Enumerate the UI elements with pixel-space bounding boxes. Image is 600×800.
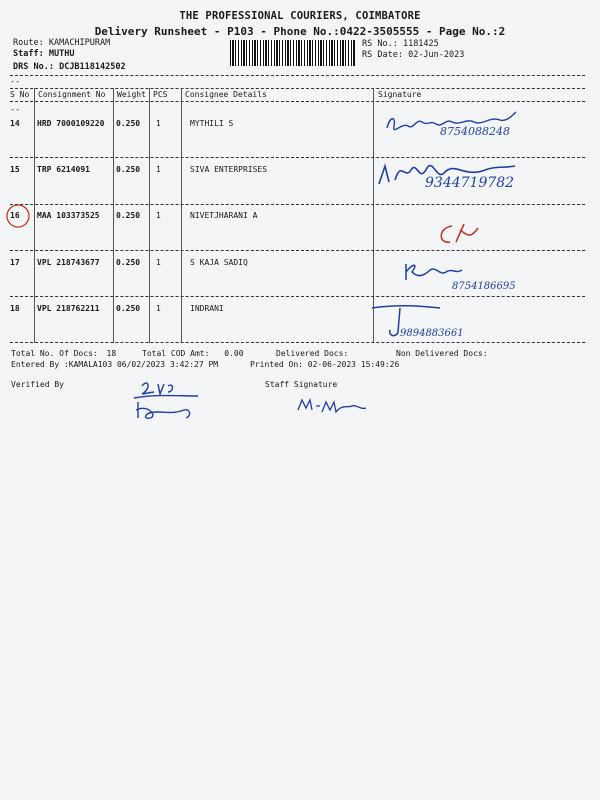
rs-date-label: RS Date: bbox=[362, 50, 403, 60]
staff-signature-label: Staff Signature bbox=[265, 380, 338, 389]
signature-note-17: 8754186695 bbox=[452, 281, 516, 292]
row-pcs: 1 bbox=[156, 165, 161, 174]
row-consignee: SIVA ENTERPRISES bbox=[190, 165, 268, 174]
col-divider bbox=[181, 88, 182, 343]
signature-note-14: 8754088248 bbox=[440, 125, 510, 138]
row-consignment: VPL 218743677 bbox=[37, 258, 100, 267]
row-weight: 0.250 bbox=[116, 211, 141, 220]
signature-note-18: 9894883661 bbox=[400, 328, 464, 339]
dash-mark-2: -- bbox=[10, 105, 21, 115]
printed-on: Printed On: 02-06-2023 15:49:26 bbox=[250, 360, 400, 369]
total-docs-line bbox=[11, 349, 116, 358]
staff-value: MUTHU bbox=[48, 49, 75, 59]
route-label: Route: bbox=[13, 38, 44, 48]
row-pcs: 1 bbox=[156, 211, 161, 220]
non-delivered-label: Non Delivered Docs: bbox=[396, 349, 488, 358]
col-header-sno: S No bbox=[10, 90, 30, 99]
table-bottom-border bbox=[10, 342, 585, 343]
row-weight: 0.250 bbox=[116, 119, 141, 128]
barcode bbox=[230, 40, 355, 66]
rs-no-label: RS No.: bbox=[362, 39, 398, 49]
col-header-consignee: Consignee Details bbox=[185, 90, 267, 99]
col-header-weight: Weight bbox=[117, 90, 146, 99]
row-weight: 0.250 bbox=[116, 258, 141, 267]
row-consignee: S KAJA SADIQ bbox=[190, 258, 248, 267]
row-divider bbox=[10, 204, 585, 205]
drs-value: DCJB118142502 bbox=[59, 62, 126, 72]
entered-by: Entered By :KAMALA103 06/02/2023 3:42:27 PM bbox=[11, 360, 219, 369]
runsheet-subtitle: Delivery Runsheet - P103 - Phone No.:0422-3505555 - Page No.:2 bbox=[94, 25, 506, 38]
row-weight: 0.250 bbox=[116, 165, 141, 174]
row-sno: 14 bbox=[10, 119, 20, 128]
staff-signature-mark bbox=[296, 396, 376, 420]
rs-no-value: 1181425 bbox=[402, 39, 439, 49]
rs-date-line bbox=[362, 50, 464, 60]
header-divider bbox=[10, 75, 585, 76]
row-sno: 15 bbox=[10, 165, 20, 174]
drs-label: DRS No.: bbox=[13, 62, 54, 72]
rs-date-value: 02-Jun-2023 bbox=[408, 50, 465, 60]
row-divider bbox=[10, 296, 585, 297]
verified-by-signature bbox=[128, 378, 208, 428]
cod-label: Total COD Amt: bbox=[142, 349, 210, 358]
row-pcs: 1 bbox=[156, 304, 161, 313]
total-docs-value: 18 bbox=[106, 349, 117, 358]
row-pcs: 1 bbox=[156, 119, 161, 128]
row-consignment: MAA 103373525 bbox=[37, 211, 100, 220]
header-bottom-border bbox=[10, 101, 585, 102]
col-header-signature: Signature bbox=[378, 90, 422, 99]
staff-label: Staff: bbox=[13, 49, 44, 59]
row-consignee: INDRANI bbox=[190, 304, 224, 313]
staff-line bbox=[13, 49, 74, 59]
row-pcs: 1 bbox=[156, 258, 161, 267]
signature-note-15: 9344719782 bbox=[425, 175, 515, 191]
row-consignee: MYTHILI S bbox=[190, 119, 234, 128]
col-header-pcs: PCS bbox=[153, 90, 168, 99]
company-title: THE PROFESSIONAL COURIERS, COIMBATORE bbox=[179, 10, 421, 22]
col-divider bbox=[149, 88, 150, 343]
row-weight: 0.250 bbox=[116, 304, 141, 313]
total-docs-label: Total No. Of Docs: bbox=[11, 349, 98, 358]
dash-mark: -- bbox=[10, 77, 21, 87]
row-consignment: VPL 218762211 bbox=[37, 304, 100, 313]
row-sno: 17 bbox=[10, 258, 20, 267]
col-divider bbox=[34, 88, 35, 343]
signature-row-16 bbox=[434, 220, 494, 250]
route-value: KAMACHIPURAM bbox=[48, 38, 111, 48]
verified-by-label: Verified By bbox=[11, 380, 64, 389]
cod-line bbox=[142, 349, 244, 358]
route-line bbox=[13, 38, 110, 48]
delivered-label: Delivered Docs: bbox=[276, 349, 349, 358]
row-consignee: NIVETJHARANI A bbox=[190, 211, 258, 220]
row-16-circle-mark bbox=[4, 202, 34, 230]
drs-line bbox=[13, 62, 126, 72]
table-top-border bbox=[10, 88, 585, 89]
row-divider bbox=[10, 250, 585, 251]
row-sno: 16 bbox=[10, 211, 20, 220]
row-consignment: TRP 6214091 bbox=[37, 165, 90, 174]
rs-no-line bbox=[362, 39, 439, 49]
row-consignment: HRD 7000109220 bbox=[37, 119, 105, 128]
cod-value: 0.00 bbox=[224, 349, 244, 358]
col-header-consignment: Consignment No bbox=[38, 90, 106, 99]
row-sno: 18 bbox=[10, 304, 20, 313]
col-divider bbox=[113, 88, 114, 343]
